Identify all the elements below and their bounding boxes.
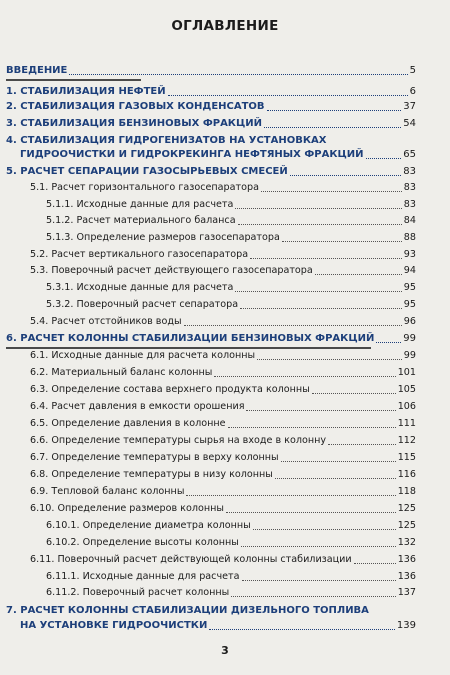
toc-entry-5-4[interactable] bbox=[30, 316, 416, 328]
toc-page: 54 bbox=[403, 118, 416, 129]
leader-dots bbox=[290, 174, 402, 176]
toc-page: 132 bbox=[397, 537, 416, 548]
leader-dots bbox=[354, 562, 396, 564]
toc-entry-6-9[interactable] bbox=[30, 486, 416, 498]
toc-label: 6.5. Определение давления в колонне bbox=[30, 418, 226, 429]
toc-page: 137 bbox=[397, 587, 416, 598]
toc-page: 99 bbox=[403, 350, 416, 361]
toc-page: 83 bbox=[403, 182, 416, 193]
toc-entry-5-3-1[interactable] bbox=[46, 282, 416, 294]
toc-entry-6-10[interactable] bbox=[30, 503, 416, 515]
toc-page: 96 bbox=[403, 316, 416, 327]
toc-label: 6.11. Поверочный расчет действующей колонны стабилизации bbox=[30, 554, 352, 565]
toc-label: 5.2. Расчет вертикального газосепаратора bbox=[30, 249, 249, 260]
toc-label: 3. СТАБИЛИЗАЦИЯ БЕНЗИНОВЫХ ФРАКЦИЙ bbox=[6, 118, 262, 129]
toc-label: ГИДРООЧИСТКИ И ГИДРОКРЕКИНГА НЕФТЯНЫХ ФРАКЦИЙ bbox=[20, 149, 364, 160]
toc-page: 112 bbox=[397, 435, 416, 446]
toc-entry-5-1-2[interactable] bbox=[46, 215, 416, 227]
leader-dots bbox=[186, 494, 395, 496]
toc-label: 6.4. Расчет давления в емкости орошения bbox=[30, 401, 245, 412]
toc-entry-6-2[interactable] bbox=[30, 367, 416, 379]
leader-dots bbox=[312, 392, 396, 394]
toc-label: 6. РАСЧЕТ КОЛОННЫ СТАБИЛИЗАЦИИ БЕНЗИНОВЫХ ФРАКЦИЙ bbox=[6, 333, 375, 344]
toc-page: 95 bbox=[403, 299, 416, 310]
toc-label: 6.3. Определение состава верхнего продукта колонны bbox=[30, 384, 310, 395]
toc-entry-6-11-1[interactable] bbox=[46, 571, 416, 583]
toc-entry-chapter-7-line1[interactable]: 7. РАСЧЕТ КОЛОННЫ СТАБИЛИЗАЦИИ ДИЗЕЛЬНОГО ТОПЛИВА bbox=[6, 605, 369, 616]
toc-label: 2. СТАБИЛИЗАЦИЯ ГАЗОВЫХ КОНДЕНСАТОВ bbox=[6, 101, 265, 112]
leader-dots bbox=[228, 426, 396, 428]
toc-label: 6.11.2. Поверочный расчет колонны bbox=[46, 587, 230, 598]
leader-dots bbox=[241, 545, 396, 547]
toc-entry-6-8[interactable] bbox=[30, 469, 416, 481]
leader-dots bbox=[366, 157, 402, 159]
toc-entry-5-3-2[interactable] bbox=[46, 299, 416, 311]
toc-label: 6.10. Определение размеров колонны bbox=[30, 503, 224, 514]
toc-page: 125 bbox=[397, 520, 416, 531]
toc-entry-6-5[interactable] bbox=[30, 418, 416, 430]
leader-dots bbox=[253, 528, 396, 530]
toc-label: 5.3.1. Исходные данные для расчета bbox=[46, 282, 234, 293]
toc-entry-5-1[interactable] bbox=[30, 182, 416, 194]
toc-page: 136 bbox=[397, 554, 416, 565]
leader-dots bbox=[250, 257, 402, 259]
toc-label: 5.1. Расчет горизонтального газосепаратора bbox=[30, 182, 259, 193]
leader-dots bbox=[328, 443, 396, 445]
toc-label: 5.1.3. Определение размеров газосепаратора bbox=[46, 232, 280, 243]
toc-entry-chapter-6[interactable] bbox=[6, 333, 416, 345]
toc-page: 111 bbox=[397, 418, 416, 429]
toc-page: 93 bbox=[403, 249, 416, 260]
leader-dots bbox=[257, 358, 402, 360]
leader-dots bbox=[315, 273, 402, 275]
toc-label: 6.9. Тепловой баланс колонны bbox=[30, 486, 185, 497]
toc-page: 106 bbox=[397, 401, 416, 412]
leader-dots bbox=[209, 628, 395, 630]
toc-page: 118 bbox=[397, 486, 416, 497]
toc-page: 136 bbox=[397, 571, 416, 582]
toc-label: 5.3. Поверочный расчет действующего газосепаратора bbox=[30, 265, 313, 276]
leader-dots bbox=[214, 375, 395, 377]
toc-page: 99 bbox=[403, 333, 416, 344]
toc-entry-6-11-2[interactable] bbox=[46, 587, 416, 599]
toc-page: 105 bbox=[397, 384, 416, 395]
toc-label: 5.4. Расчет отстойников воды bbox=[30, 316, 182, 327]
toc-entry-5-1-1[interactable] bbox=[46, 199, 416, 211]
toc-label: 5.1.1. Исходные данные для расчета bbox=[46, 199, 234, 210]
toc-label: 6.11.1. Исходные данные для расчета bbox=[46, 571, 240, 582]
toc-label: 5.3.2. Поверочный расчет сепаратора bbox=[46, 299, 239, 310]
toc-entry-6-3[interactable] bbox=[30, 384, 416, 396]
toc-page: 37 bbox=[403, 101, 416, 112]
toc-entry-chapter-3[interactable] bbox=[6, 118, 416, 130]
toc-entry-6-6[interactable] bbox=[30, 435, 416, 447]
leader-dots bbox=[240, 307, 402, 309]
toc-page: 65 bbox=[403, 149, 416, 160]
leader-dots bbox=[376, 341, 401, 343]
toc-page: 83 bbox=[403, 199, 416, 210]
leader-dots bbox=[242, 579, 396, 581]
toc-label: НА УСТАНОВКЕ ГИДРООЧИСТКИ bbox=[20, 620, 208, 631]
toc-entry-chapter-7[interactable] bbox=[20, 620, 416, 632]
toc-label: ВВЕДЕНИЕ bbox=[6, 65, 68, 76]
leader-dots bbox=[235, 207, 401, 209]
toc-page: 95 bbox=[403, 282, 416, 293]
toc-entry-6-10-2[interactable] bbox=[46, 537, 416, 549]
page-title: ОГЛАВЛЕНИЕ bbox=[171, 18, 279, 34]
toc-page: 101 bbox=[397, 367, 416, 378]
toc-label: 6.1. Исходные данные для расчета колонны bbox=[30, 350, 256, 361]
toc-page: 88 bbox=[403, 232, 416, 243]
toc-label: 6.2. Материальный баланс колонны bbox=[30, 367, 213, 378]
toc-entry-introduction[interactable] bbox=[6, 65, 416, 77]
toc-entry-6-4[interactable] bbox=[30, 401, 416, 413]
toc-entry-5-3[interactable] bbox=[30, 265, 416, 277]
toc-label: 6.10.1. Определение диаметра колонны bbox=[46, 520, 251, 531]
highlight-underline bbox=[6, 347, 371, 349]
leader-dots bbox=[261, 190, 402, 192]
toc-entry-chapter-4-line1[interactable]: 4. СТАБИЛИЗАЦИЯ ГИДРОГЕНИЗАТОВ НА УСТАНОВКАХ bbox=[6, 135, 327, 146]
toc-entry-6-7[interactable] bbox=[30, 452, 416, 464]
leader-dots bbox=[275, 477, 396, 479]
leader-dots bbox=[235, 290, 401, 292]
leader-dots bbox=[281, 460, 396, 462]
toc-label: 6.10.2. Определение высоты колонны bbox=[46, 537, 239, 548]
toc-page: 6 bbox=[409, 86, 416, 97]
page-number: 3 bbox=[221, 644, 229, 657]
toc-entry-6-1[interactable] bbox=[30, 350, 416, 362]
leader-dots bbox=[69, 73, 407, 75]
toc-entry-5-1-3[interactable] bbox=[46, 232, 416, 244]
toc-page: 5 bbox=[409, 65, 416, 76]
toc-page: 94 bbox=[403, 265, 416, 276]
toc-entry-6-11[interactable] bbox=[30, 554, 416, 566]
toc-entry-chapter-2[interactable] bbox=[6, 101, 416, 113]
toc-label: 5. РАСЧЕТ СЕПАРАЦИИ ГАЗОСЫРЬЕВЫХ СМЕСЕЙ bbox=[6, 166, 288, 177]
toc-label: 1. СТАБИЛИЗАЦИЯ НЕФТЕЙ bbox=[6, 86, 166, 97]
toc-label: 5.1.2. Расчет материального баланса bbox=[46, 215, 236, 226]
toc-page: 125 bbox=[397, 503, 416, 514]
leader-dots bbox=[184, 324, 402, 326]
toc-page: 115 bbox=[397, 452, 416, 463]
leader-dots bbox=[267, 109, 402, 111]
leader-dots bbox=[246, 409, 395, 411]
leader-dots bbox=[226, 511, 396, 513]
toc-page: 139 bbox=[396, 620, 416, 631]
leader-dots bbox=[282, 240, 402, 242]
leader-dots bbox=[238, 223, 402, 225]
toc-label: 6.8. Определение температуры в низу колонны bbox=[30, 469, 273, 480]
toc-label: 6.6. Определение температуры сырья на входе в колонну bbox=[30, 435, 327, 446]
toc-label: 6.7. Определение температуры в верху колонны bbox=[30, 452, 279, 463]
leader-dots bbox=[168, 94, 408, 96]
toc-page: 116 bbox=[397, 469, 416, 480]
toc-page: 84 bbox=[403, 215, 416, 226]
toc-entry-6-10-1[interactable] bbox=[46, 520, 416, 532]
toc-entry-chapter-1[interactable] bbox=[6, 86, 416, 98]
toc-entry-chapter-4[interactable] bbox=[20, 149, 416, 161]
toc-page: 83 bbox=[403, 166, 416, 177]
toc-entry-chapter-5[interactable] bbox=[6, 166, 416, 178]
toc-entry-5-2[interactable] bbox=[30, 249, 416, 261]
leader-dots bbox=[264, 126, 401, 128]
highlight-underline bbox=[6, 79, 141, 81]
leader-dots bbox=[231, 595, 395, 597]
